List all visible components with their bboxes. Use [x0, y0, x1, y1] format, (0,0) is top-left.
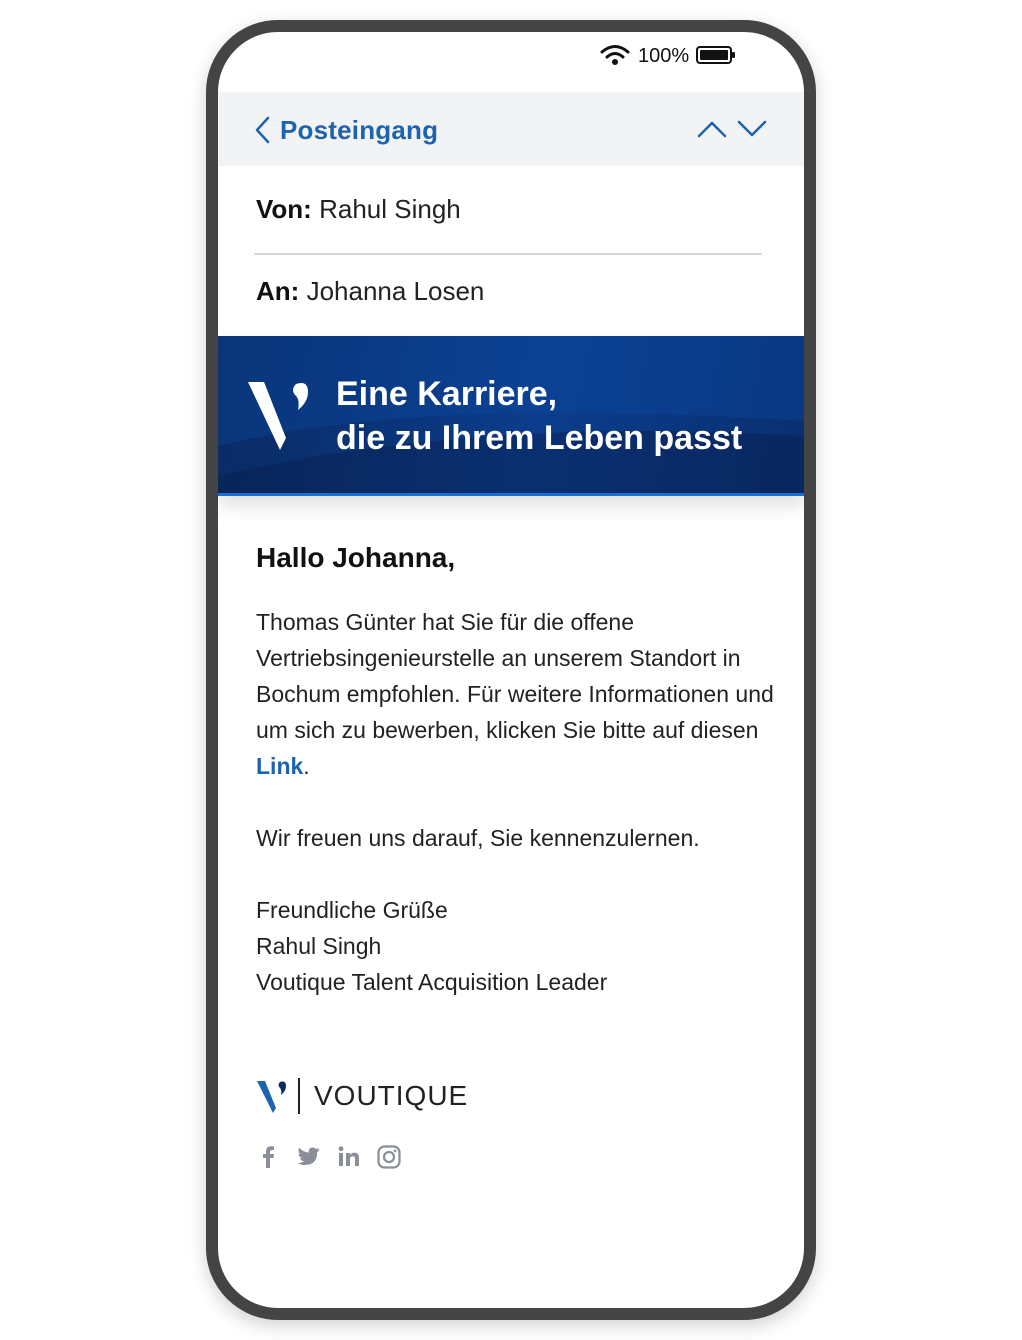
back-label: Posteingang	[280, 114, 439, 145]
closing-line: Wir freuen uns darauf, Sie kennenzulernen.	[256, 825, 700, 851]
twitter-icon[interactable]	[296, 1144, 322, 1170]
footer-brand-logo	[256, 1078, 468, 1114]
message-navigation	[696, 118, 768, 140]
voutique-logo-icon	[246, 376, 318, 452]
wifi-icon	[600, 44, 630, 66]
back-to-inbox-button[interactable]	[254, 112, 438, 148]
to-row	[256, 276, 484, 307]
status-bar	[218, 32, 804, 92]
body-paragraph-end: .	[303, 753, 310, 779]
email-banner	[218, 336, 804, 496]
footer-brand-name: VOUTIQUE	[314, 1080, 469, 1111]
voutique-v-icon	[256, 1078, 290, 1114]
body-paragraph-text: Thomas Günter hat Sie für die offene Vertriebsingenieurstelle an unserem Standort in Bochum empfohlen. Für weitere Informationen und um sich zu bewerben, klicken Sie bitte auf diesen	[256, 609, 774, 743]
facebook-icon[interactable]	[256, 1144, 282, 1170]
banner-accent-line	[218, 493, 804, 496]
chevron-left-icon	[254, 116, 270, 144]
battery-icon	[696, 46, 736, 64]
from-label: Von:	[256, 194, 312, 224]
footer-logo-separator	[298, 1078, 300, 1114]
to-value: Johanna Losen	[306, 276, 485, 306]
email-body	[256, 604, 776, 1000]
mail-navbar	[218, 92, 804, 166]
sender-name: Rahul Singh	[256, 933, 382, 959]
social-links	[256, 1144, 402, 1170]
greeting: Hallo Johanna,	[256, 542, 456, 573]
application-link[interactable]: Link	[256, 753, 304, 779]
linkedin-icon[interactable]	[336, 1144, 362, 1170]
phone-frame	[206, 20, 816, 1320]
from-row	[256, 194, 461, 225]
chevron-down-icon[interactable]	[736, 118, 768, 140]
instagram-icon[interactable]	[376, 1144, 402, 1170]
chevron-up-icon[interactable]	[696, 118, 728, 140]
header-divider	[254, 253, 762, 255]
banner-headline	[336, 372, 742, 460]
body-paragraph	[256, 604, 776, 784]
to-label: An:	[256, 276, 300, 306]
signoff: Freundliche Grüße	[256, 897, 448, 923]
email-screen	[218, 32, 804, 1308]
sender-title: Voutique Talent Acquisition Leader	[256, 969, 608, 995]
banner-line-2: die zu Ihrem Leben passt	[336, 419, 743, 457]
from-value: Rahul Singh	[319, 194, 461, 224]
battery-percent: 100%	[638, 45, 690, 67]
banner-line-1: Eine Karriere,	[336, 375, 558, 413]
